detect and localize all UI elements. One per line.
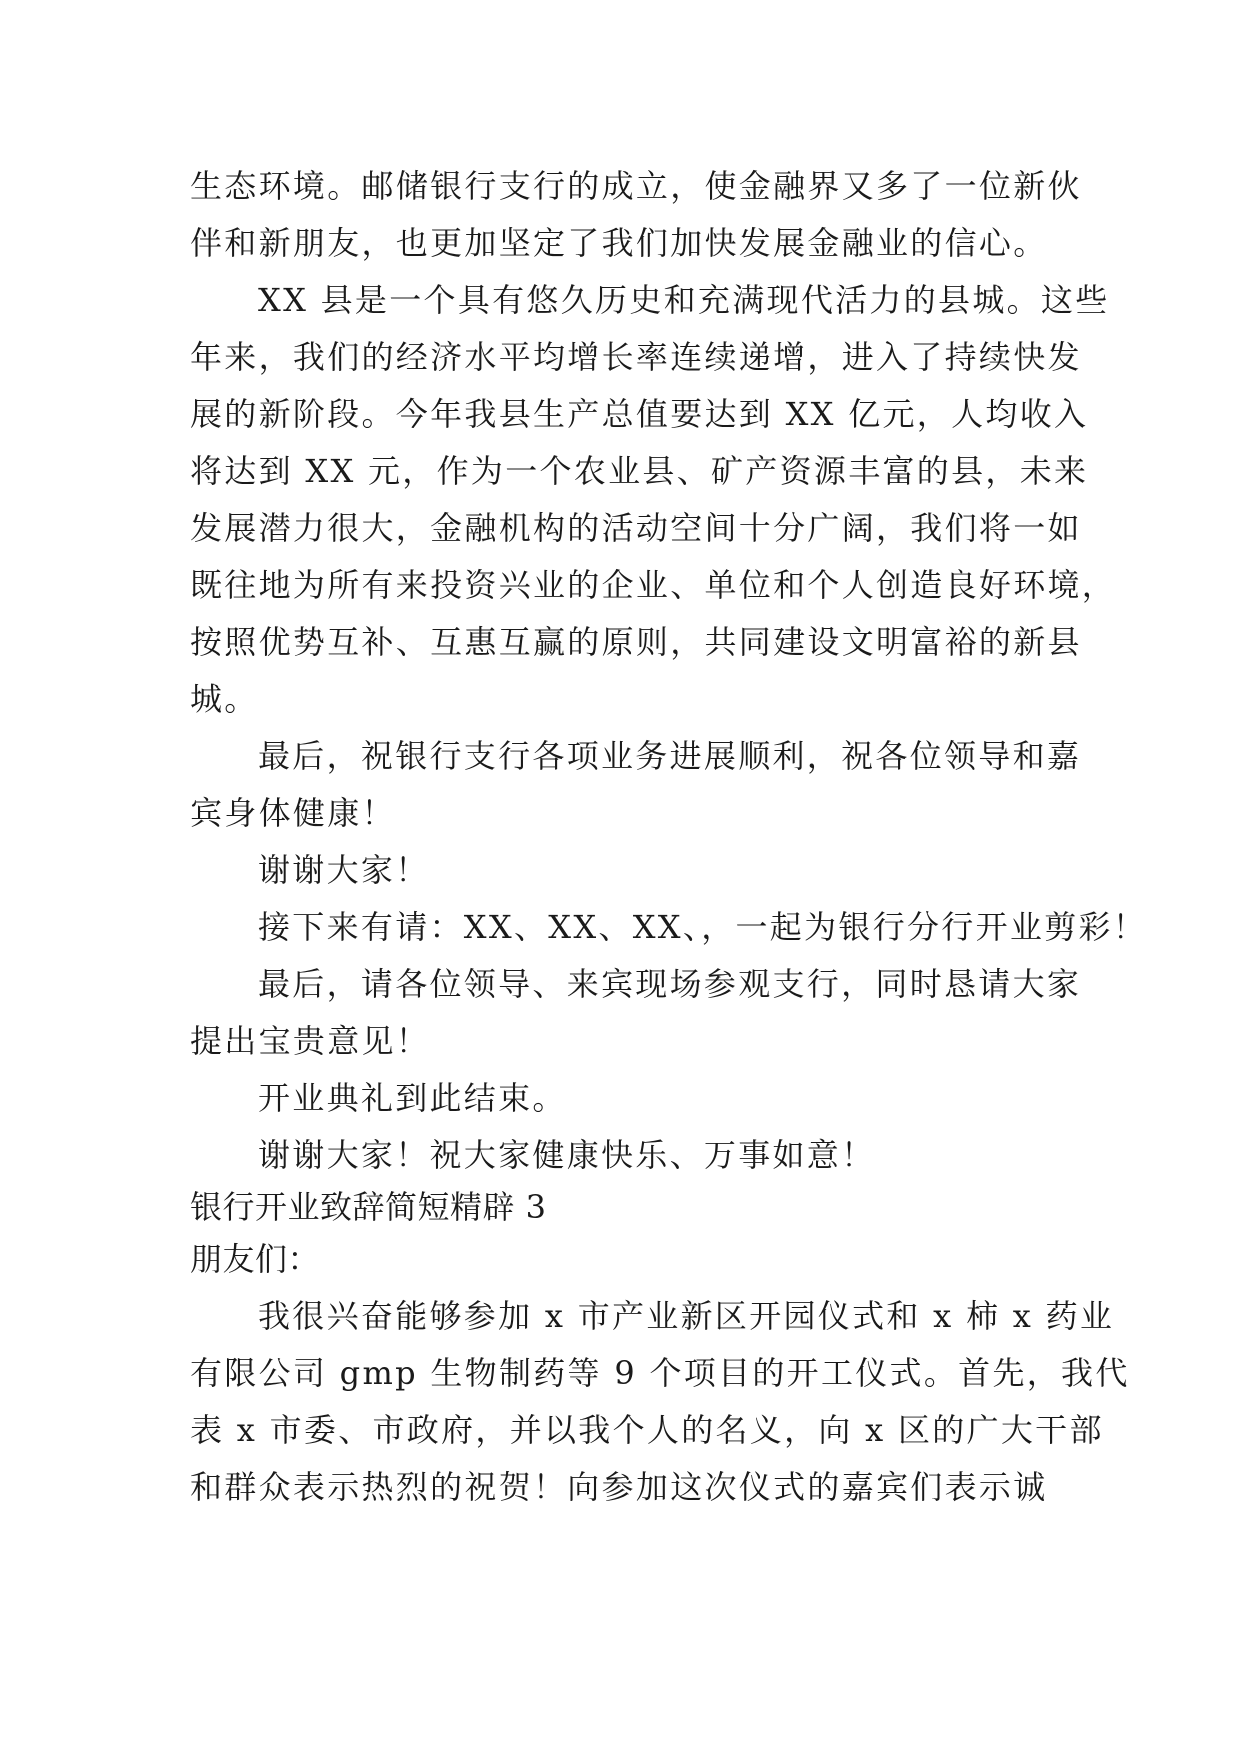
paragraph-start-line: 最后，请各位领导、来宾现场参观支行，同时恳请大家 [258,965,1082,1003]
text-line: 按照优势互补、互惠互赢的原则，共同建设文明富裕的新县 [190,623,1082,661]
text-line: 宾身体健康！ [190,794,396,832]
paragraph-start-line: XX 县是一个具有悠久历史和充满现代活力的县城。这些 [258,281,1110,319]
paragraph-start-line: 最后，祝银行支行各项业务进展顺利，祝各位领导和嘉 [258,737,1082,775]
text-line: 既往地为所有来投资兴业的企业、单位和个人创造良好环境， [190,566,1117,604]
text-line: 年来，我们的经济水平均增长率连续递增，进入了持续快发 [190,338,1082,376]
text-line: 发展潜力很大，金融机构的活动空间十分广阔，我们将一如 [190,509,1082,547]
text-line: 城。 [190,680,259,718]
paragraph-start-line: 谢谢大家！祝大家健康快乐、万事如意！ [258,1136,876,1174]
text-line: 提出宝贵意见！ [190,1022,431,1060]
text-line: 和群众表示热烈的祝贺！向参加这次仪式的嘉宾们表示诚 [190,1468,1048,1506]
section-heading: 银行开业致辞简短精辟 3 [190,1188,547,1226]
text-line: 生态环境。邮储银行支行的成立，使金融界又多了一位新伙 [190,167,1082,205]
paragraph-start-line: 谢谢大家！ [258,851,430,889]
salutation: 朋友们： [190,1240,321,1278]
text-line: 展的新阶段。今年我县生产总值要达到 XX 亿元，人均收入 [190,395,1089,433]
paragraph-start-line: 开业典礼到此结束。 [258,1079,567,1117]
paragraph-start-line: 接下来有请：XX、XX、XX、，一起为银行分行开业剪彩！ [258,908,1148,946]
text-line: 表 x 市委、市政府，并以我个人的名义，向 x 区的广大干部 [190,1411,1104,1449]
paragraph-start-line: 我很兴奋能够参加 x 市产业新区开园仪式和 x 柿 x 药业 [258,1297,1115,1335]
text-line: 将达到 XX 元，作为一个农业县、矿产资源丰富的县，未来 [190,452,1089,490]
text-line: 有限公司 gmp 生物制药等 9 个项目的开工仪式。首先，我代 [190,1354,1130,1392]
text-line: 伴和新朋友，也更加坚定了我们加快发展金融业的信心。 [190,224,1048,262]
